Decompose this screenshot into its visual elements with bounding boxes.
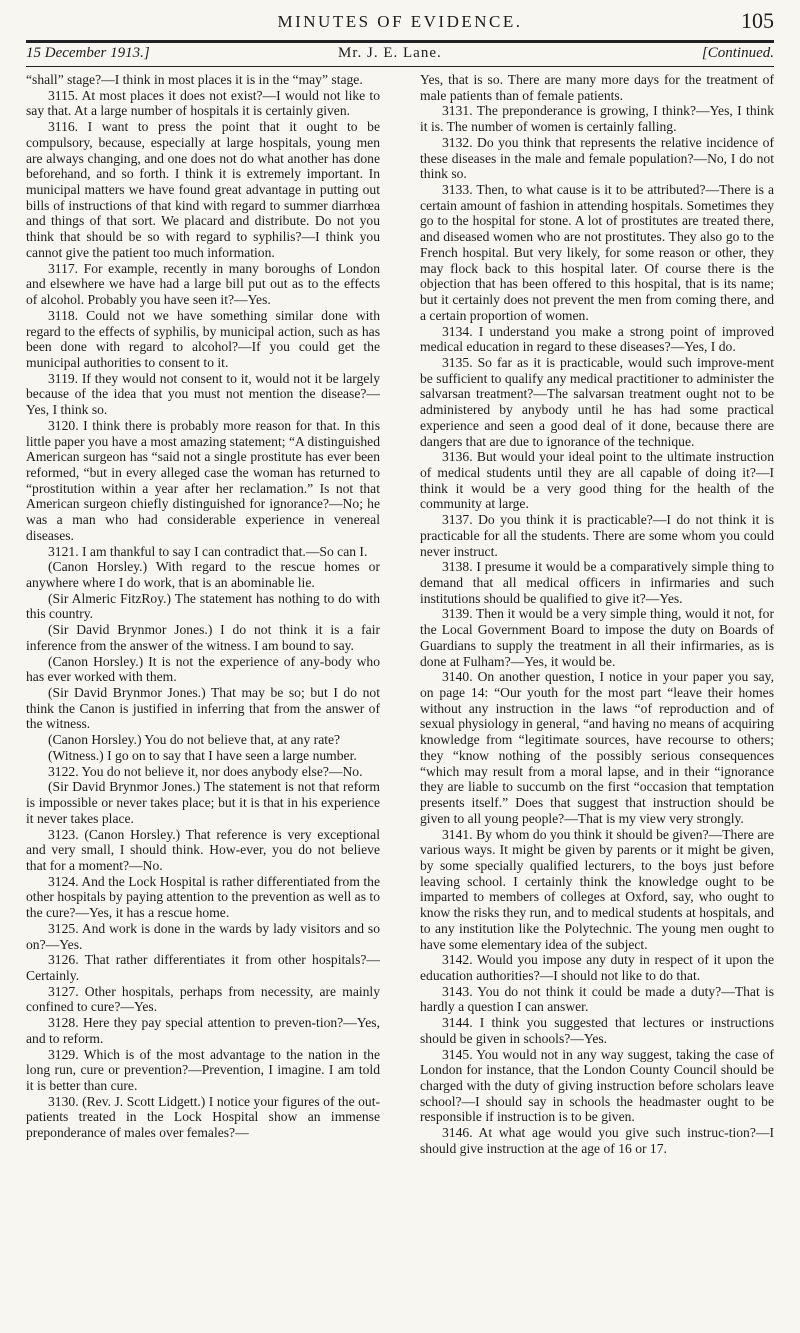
paragraph: 3136. But would your ideal point to the ultimate instruction of medical students until they are all capable of doing it?—I think it would be a very good thing for the health of the community at large. [420,449,774,512]
paragraph: 3146. At what age would you give such instruc-tion?—I should give instruction at the age of 16 or 17. [420,1125,774,1156]
paragraph: 3129. Which is of the most advantage to the nation in the long run, cure or prevention?—Prevention, I imagine. I am told it is better than cure. [26,1046,380,1093]
continued-label: [Continued. [701,45,774,61]
paragraph: 3125. And work is done in the wards by lady visitors and so on?—Yes. [26,920,380,952]
paragraph: 3140. On another question, I notice in your paper you say, on page 14: “Our youth for the most part “leave their homes without any instruction in the laws “of reproduction and of sexual physiology in general, “and having no means of acquiring knowledge from “legitimate sources, have recourse to others; they “know nothing of the possibly serious consequences “which may result from a moral lapse, and in their “ignorance they are liable to succumb on the first “occasion that temptation presents itself.” Does that suggest that instruction should be given to all young people?—That is my view very strongly. [420,669,774,826]
paragraph: 3143. You do not think it could be made a duty?—That is hardly a question I can answer. [420,983,774,1015]
paragraph: 3144. I think you suggested that lectures or instructions should be given in schools?—Yes. [420,1015,774,1046]
paragraph: (Sir David Brynmor Jones.) I do not think it is a fair inference from the answer of the witness. I am bound to say. [26,622,380,653]
paragraph: 3119. If they would not consent to it, would not it be largely because of the idea that you must not mention the disease?—Yes, I think so. [26,370,380,418]
header-rule-thick [26,40,774,43]
left-column [26,72,380,1141]
paragraph: (Witness.) I go on to say that I have seen a large number. [48,747,357,763]
paragraph: 3116. I want to press the point that it ought to be compulsory, because, especially at large hospitals, young men are always changing, and one does not do what another has done beforehand, and so forth. I think it is extremely important. In municipal matters we have found great advantage in putting out bills of instructions of that kind with regard to summer diarrhœa and things of that sort. We placard and distribute. Do not you think that should be so with regard to syphilis?—I think you cannot give the patient too much information. [26,119,380,260]
session-date: 15 December 1913.] [26,45,150,61]
paragraph: 3134. I understand you make a strong point of improved medical education in regard to these diseases?—Yes, I do. [420,323,774,355]
paragraph: (Canon Horsley.) It is not the experience of any-body who has ever worked with them. [26,653,380,685]
paragraph: “shall” stage?—I think in most places it is in the “may” stage. [26,72,363,87]
paragraph: 3135. So far as it is practicable, would such improve-ment be sufficient to qualify any medical practitioner to administer the salvarsan treatment?—The salvarsan treatment ought not to be administered by anybody until he has had some practical experience and seen a good deal of it done, because there are dangers that are due to ignorance of the technique. [420,354,774,449]
paragraph: 3121. I am thankful to say I can contradict that.—So can I. [48,543,368,559]
paragraph: 3130. (Rev. J. Scott Lidgett.) I notice your figures of the out-patients treated in the Lock Hospital show an immense preponderance of males over females?— [26,1093,380,1141]
right-column [420,72,774,1157]
paragraph: (Sir David Brynmor Jones.) The statement is not that reform is impossible or never takes place; but it is that in his experience it never takes place. [26,779,380,826]
paragraph: 3138. I presume it would be a comparatively simple thing to demand that all medical officers in infirmaries and such institutions should be qualified to give it?—Yes. [420,559,774,606]
page-number: 105 [741,8,774,33]
paragraph: 3126. That rather differentiates it from other hospitals?—Certainly. [26,952,380,983]
paragraph: (Canon Horsley.) With regard to the rescue homes or anywhere where I do work, that is an abominable lie. [26,559,380,590]
paragraph: 3123. (Canon Horsley.) That reference is very exceptional and very small, I should think. How-ever, you do not believe that for a moment?—No. [26,826,380,873]
paragraph: 3115. At most places it does not exist?—I would not like to say that. At a large number of hospitals it is certainly given. [26,87,380,119]
header-rule-thin [26,66,774,67]
paragraph: 3133. Then, to what cause is it to be attributed?—There is a certain amount of fashion in attending hospitals. Sometimes they go to the hospital for stone. A lot of prostitutes are treated there, and diseased women who are not prostitutes. They also go to the French hospital. But very likely, for some reason or other, they may flock back to this hospital later. Of course there is the objection that has been offered to this hospital, that is its name; but it certainly does not prevent the men from coming there, and a certain proportion of women. [420,182,774,323]
paragraph: 3131. The preponderance is growing, I think?—Yes, I think it is. The number of women is certainly falling. [420,103,774,135]
paragraph: 3139. Then it would be a very simple thing, would it not, for the Local Government Board to impose the duty on Boards of Guardians to supply the treatment in all their infirmaries, as is done at Fulham?—Yes, it would be. [420,606,774,669]
paragraph: (Canon Horsley.) You do not believe that, at any rate? [48,732,341,748]
witness-name: Mr. J. E. Lane. [338,45,442,61]
paragraph: Yes, that is so. There are many more days for the treatment of male patients than of female patients. [420,72,774,103]
paragraph: 3127. Other hospitals, perhaps from necessity, are mainly confined to cure?—Yes. [26,983,380,1015]
paragraph: 3145. You would not in any way suggest, taking the case of London for instance, that the London County Council should be charged with the duty of giving instruction before scholars leave school?—I should say in schools the headmaster ought to be responsible if instruction is to be given. [420,1046,774,1125]
paragraph: 3118. Could not we have something similar done with regard to the effects of syphilis, by municipal action, such as has been done with regard to alcohol?—If you could get the municipal authorities to consent to it. [26,307,380,370]
paragraph: 3141. By whom do you think it should be given?—There are various ways. It might be given by parents or it might be given, by some specially qualified lecturers, to the boys just before leaving school. I certainly think the knowledge ought to be imparted to members of colleges at Oxford, say, who ought to know the risks they run, and to medical students at hospitals, and to any institution like the Polytechnic. The young men ought to have some elementary idea of the subject. [420,826,774,952]
paragraph: 3122. You do not believe it, nor does anybody else?—No. [48,763,363,779]
paragraph: (Sir David Brynmor Jones.) That may be so; but I do not think the Canon is justified in inferring that from the answer of the witness. [26,685,380,732]
paragraph: 3142. Would you impose any duty in respect of it upon the education authorities?—I should not like to do that. [420,952,774,983]
sub-header [26,45,774,65]
paragraph: 3124. And the Lock Hospital is rather differentiated from the other hospitals by paying attention to the prevention as well as to the cure?—Yes, it has a rescue home. [26,873,380,921]
paragraph: (Sir Almeric FitzRoy.) The statement has nothing to do with this country. [26,590,380,622]
paragraph: 3128. Here they pay special attention to preven-tion?—Yes, and to reform. [26,1015,380,1046]
paragraph: 3120. I think there is probably more reason for that. In this little paper you have a most amazing statement; “A distinguished American surgeon has “said not a single prostitute has ever been reformed, “but in every alleged case the woman has returned to “prostitution within a year after her reclamation.” Is not that American surgeon chiefly distinguished for ignorance?—No; he was a man who had considerable experience in venereal diseases. [26,417,380,543]
paragraph: 3117. For example, recently in many boroughs of London and elsewhere we have had a large bill put out as to the effects of alcohol. Probably you have seen it?—Yes. [26,260,380,308]
paragraph: 3137. Do you think it is practicable?—I do not think it is practicable for all the students. There are some whom you could never instruct. [420,512,774,559]
running-header-title: MINUTES OF EVIDENCE. [277,12,523,31]
paragraph: 3132. Do you think that represents the relative incidence of these diseases in the male and female population?—No, I do not think so. [420,134,774,182]
